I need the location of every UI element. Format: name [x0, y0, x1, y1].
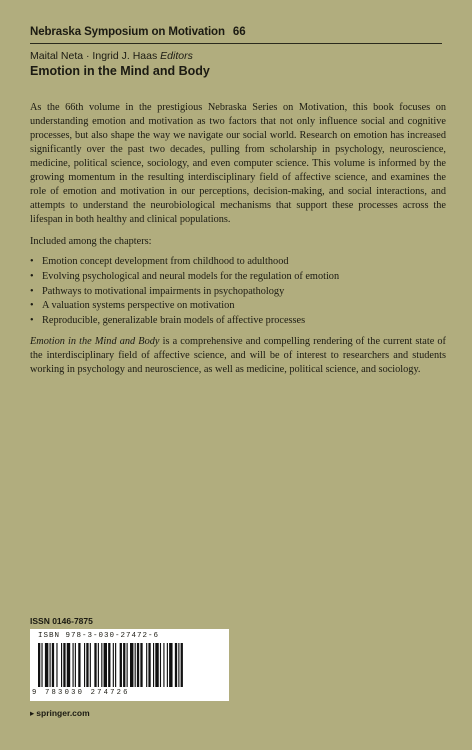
barcode-stripe [181, 643, 183, 687]
barcode-stripe [38, 643, 40, 687]
barcode-stripe [67, 643, 70, 687]
barcode-stripe [140, 643, 142, 687]
closing-paragraph [30, 335, 446, 377]
chapter-item: • Reproducible, generalizable brain models of affective processes [30, 314, 446, 329]
isbn: ISBN 978-3-030-27472-6 [38, 632, 160, 640]
barcode-stripe [127, 643, 128, 687]
chapter-item: • Emotion concept development from childhood to adulthood [30, 255, 446, 270]
barcode-stripe [175, 643, 177, 687]
chapter-item: • Evolving psychological and neural models for the regulation of emotion [30, 270, 446, 285]
barcode-stripe [78, 643, 80, 687]
barcode-stripe [50, 643, 51, 687]
editor-names: Maital Neta · Ingrid J. Haas [30, 50, 158, 62]
barcode-stripe [75, 643, 76, 687]
barcode-stripe [73, 643, 74, 687]
intro-paragraph: As the 66th volume in the prestigious Nebraska Series on Motivation, this book focuses on understanding emotion and motivation as two factors that not only influence social and cognitive processes, but also shape the way we navigate our social world. Research on emotion has increased significantly over the past two decades, pulling from scholarship in psychology, neuroscience, medicine, political science, sociology, and even computer science. This volume is informed by the growing momentum in the resulting interdisciplinary field of affective science, and examines the role of emotion and motivation in our perceptions, decision-making, and social interactions, and attempts to understand the neurobiological mechanisms that support these processes across the lifespan in both healthy and clinical populations. [30, 102, 446, 225]
barcode-stripe [113, 643, 114, 687]
barcode-stripe [104, 643, 107, 687]
barcode-stripe [120, 643, 122, 687]
barcode-stripe [86, 643, 88, 687]
chapter-item: • A valuation systems perspective on motivation [30, 299, 446, 314]
barcode-stripe [61, 643, 62, 687]
barcode-stripe [137, 643, 139, 687]
barcode-stripe [84, 643, 85, 687]
barcode-stripe [41, 643, 42, 687]
barcode-stripe [146, 643, 147, 687]
barcode-stripe [148, 643, 150, 687]
closing-title: Emotion in the Mind and Body [30, 335, 160, 347]
barcode-stripe [153, 643, 154, 687]
issn: ISSN 0146-7875 [30, 616, 93, 626]
publisher-link[interactable] [30, 708, 90, 719]
barcode-stripe [160, 643, 161, 687]
series-name: Nebraska Symposium on Motivation [30, 26, 225, 38]
barcode-stripe [101, 643, 102, 687]
closing-text: is a comprehensive and compelling rendering of the current state of the interdisciplinary field of affective science, and will be of interest to researchers and students working in psychology and neuroscience, as well as medicine, political science, and sociology. [30, 335, 446, 375]
barcode-bars [38, 643, 222, 687]
chapters-heading: Included among the chapters: [30, 236, 152, 247]
barcode-stripe [123, 643, 125, 687]
chapter-item: • Pathways to motivational impairments in psychopathology [30, 285, 446, 300]
series-line [30, 26, 246, 38]
barcode-stripe [130, 643, 133, 687]
barcode-stripe [108, 643, 110, 687]
barcode-stripe [167, 643, 168, 687]
barcode-stripe [98, 643, 99, 687]
barcode [30, 629, 229, 701]
chapter-list [30, 255, 446, 329]
barcode-stripe [90, 643, 91, 687]
editors-line [30, 50, 193, 62]
book-title: Emotion in the Mind and Body [30, 64, 210, 78]
barcode-digits: 9 783030 274726 [32, 689, 130, 697]
editors-role: Editors [160, 50, 193, 62]
header-rule [30, 43, 442, 44]
barcode-stripe [52, 643, 54, 687]
barcode-stripe [163, 643, 164, 687]
volume-number: 66 [232, 26, 246, 38]
barcode-stripe [169, 643, 172, 687]
blurb [30, 101, 446, 377]
arrow-icon: ▸ [30, 708, 35, 718]
barcode-stripe [94, 643, 96, 687]
barcode-stripe [45, 643, 48, 687]
barcode-stripe [56, 643, 57, 687]
barcode-stripe [155, 643, 158, 687]
publisher-label: springer.com [36, 708, 90, 718]
barcode-stripe [115, 643, 116, 687]
barcode-stripe [178, 643, 179, 687]
barcode-stripe [63, 643, 65, 687]
barcode-stripe [135, 643, 136, 687]
